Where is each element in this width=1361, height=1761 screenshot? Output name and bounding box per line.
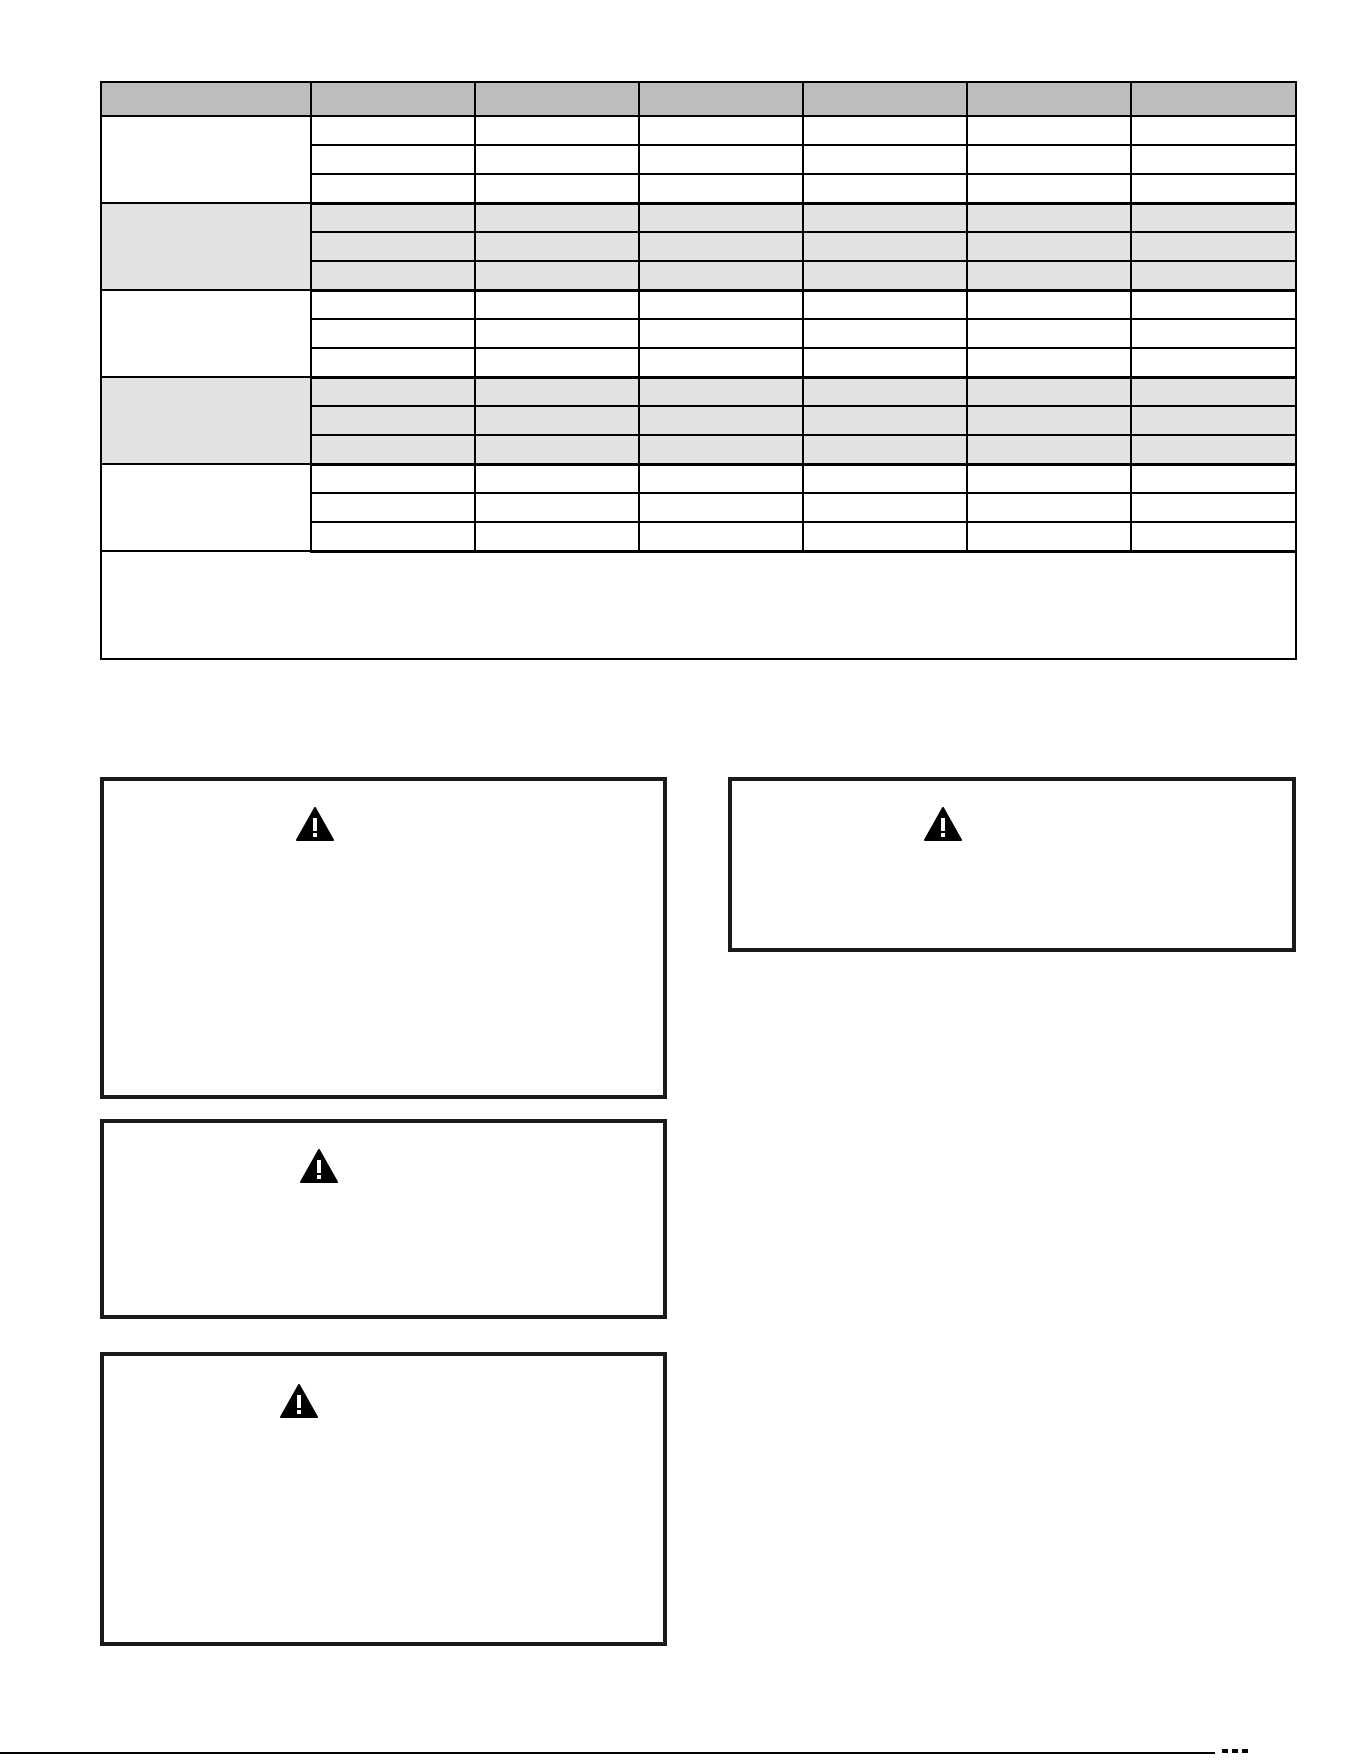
table-cell	[967, 406, 1131, 435]
header-cell	[639, 82, 803, 116]
table-cell	[803, 174, 967, 203]
table-cell	[967, 464, 1131, 493]
table-cell	[639, 493, 803, 522]
table-cell	[311, 435, 475, 464]
header-cell	[1131, 82, 1296, 116]
warning-box-2	[100, 1119, 667, 1319]
spec-table	[100, 81, 1297, 660]
table-cell	[803, 377, 967, 406]
table-cell	[803, 261, 967, 290]
table-cell	[1131, 406, 1296, 435]
table-cell	[1131, 464, 1296, 493]
table-cell	[803, 203, 967, 232]
table-cell	[1131, 232, 1296, 261]
table-cell	[1131, 116, 1296, 145]
table-cell	[967, 319, 1131, 348]
group-label-cell	[101, 377, 311, 464]
table-cell	[639, 261, 803, 290]
table-cell	[967, 261, 1131, 290]
table-cell	[1131, 203, 1296, 232]
footer-rule	[0, 1752, 1215, 1754]
table-cell	[803, 319, 967, 348]
table-header-row	[101, 82, 1296, 116]
table-cell	[639, 116, 803, 145]
table-row	[101, 464, 1296, 493]
table-row	[101, 290, 1296, 319]
table-cell	[967, 377, 1131, 406]
table-cell	[639, 290, 803, 319]
table-cell	[803, 116, 967, 145]
group-label-cell	[101, 116, 311, 203]
group-label-cell	[101, 203, 311, 290]
table-cell	[639, 464, 803, 493]
table-cell	[475, 406, 639, 435]
table-cell	[1131, 435, 1296, 464]
table-cell	[1131, 319, 1296, 348]
table-cell	[475, 319, 639, 348]
table-cell	[1131, 377, 1296, 406]
header-cell	[967, 82, 1131, 116]
table-cell	[311, 377, 475, 406]
table-cell	[639, 522, 803, 551]
table-cell	[311, 232, 475, 261]
table-cell	[475, 290, 639, 319]
table-row	[101, 377, 1296, 406]
header-cell	[311, 82, 475, 116]
warning-triangle-icon	[296, 807, 334, 841]
table-cell	[803, 464, 967, 493]
table-cell	[803, 493, 967, 522]
table-cell	[1131, 174, 1296, 203]
table-cell	[1131, 493, 1296, 522]
warning-triangle-icon	[300, 1149, 338, 1183]
table-cell	[475, 203, 639, 232]
table-cell	[967, 232, 1131, 261]
table-cell	[311, 522, 475, 551]
table-cell	[475, 464, 639, 493]
table-cell	[639, 377, 803, 406]
table-cell	[475, 348, 639, 377]
table-cell	[475, 522, 639, 551]
table-cell	[967, 116, 1131, 145]
table-cell	[639, 232, 803, 261]
group-label-cell	[101, 290, 311, 377]
table-cell	[311, 261, 475, 290]
table-cell	[311, 493, 475, 522]
table-cell	[967, 522, 1131, 551]
table-cell	[311, 319, 475, 348]
table-cell	[475, 174, 639, 203]
group-label-cell	[101, 464, 311, 551]
table-cell	[311, 464, 475, 493]
footer-mark	[1222, 1749, 1262, 1755]
table-cell	[475, 493, 639, 522]
table-cell	[639, 348, 803, 377]
table-cell	[475, 435, 639, 464]
table-cell	[803, 232, 967, 261]
table-cell	[803, 406, 967, 435]
table-cell	[967, 348, 1131, 377]
warning-triangle-icon	[280, 1384, 318, 1418]
table-cell	[1131, 261, 1296, 290]
table-cell	[475, 261, 639, 290]
table-cell	[1131, 522, 1296, 551]
warning-box-3	[100, 1352, 667, 1646]
header-cell	[101, 82, 311, 116]
warning-box-1	[100, 777, 667, 1099]
warning-triangle-icon	[924, 807, 962, 841]
table-cell	[639, 203, 803, 232]
table-cell	[475, 116, 639, 145]
table-cell	[967, 290, 1131, 319]
table-cell	[311, 406, 475, 435]
table-cell	[803, 348, 967, 377]
table-cell	[803, 522, 967, 551]
table-cell	[311, 290, 475, 319]
table-cell	[967, 203, 1131, 232]
table-cell	[475, 377, 639, 406]
table-cell	[1131, 290, 1296, 319]
table-cell	[311, 348, 475, 377]
table-cell	[639, 406, 803, 435]
table-notes-row	[101, 551, 1296, 659]
table-cell	[311, 203, 475, 232]
table-cell	[311, 174, 475, 203]
table-cell	[967, 435, 1131, 464]
table-cell	[311, 145, 475, 174]
table-cell	[803, 145, 967, 174]
table-row	[101, 116, 1296, 145]
table-cell	[639, 319, 803, 348]
table-cell	[639, 145, 803, 174]
table-cell	[1131, 348, 1296, 377]
table-cell	[1131, 145, 1296, 174]
table-cell	[803, 290, 967, 319]
table-notes-cell	[101, 551, 1296, 659]
table-row	[101, 203, 1296, 232]
table-cell	[967, 493, 1131, 522]
table-cell	[967, 174, 1131, 203]
header-cell	[475, 82, 639, 116]
table-cell	[311, 116, 475, 145]
table-cell	[803, 435, 967, 464]
table-cell	[639, 174, 803, 203]
table-cell	[475, 145, 639, 174]
warning-box-4	[728, 777, 1296, 952]
table-cell	[967, 145, 1131, 174]
table-cell	[475, 232, 639, 261]
header-cell	[803, 82, 967, 116]
table-cell	[639, 435, 803, 464]
